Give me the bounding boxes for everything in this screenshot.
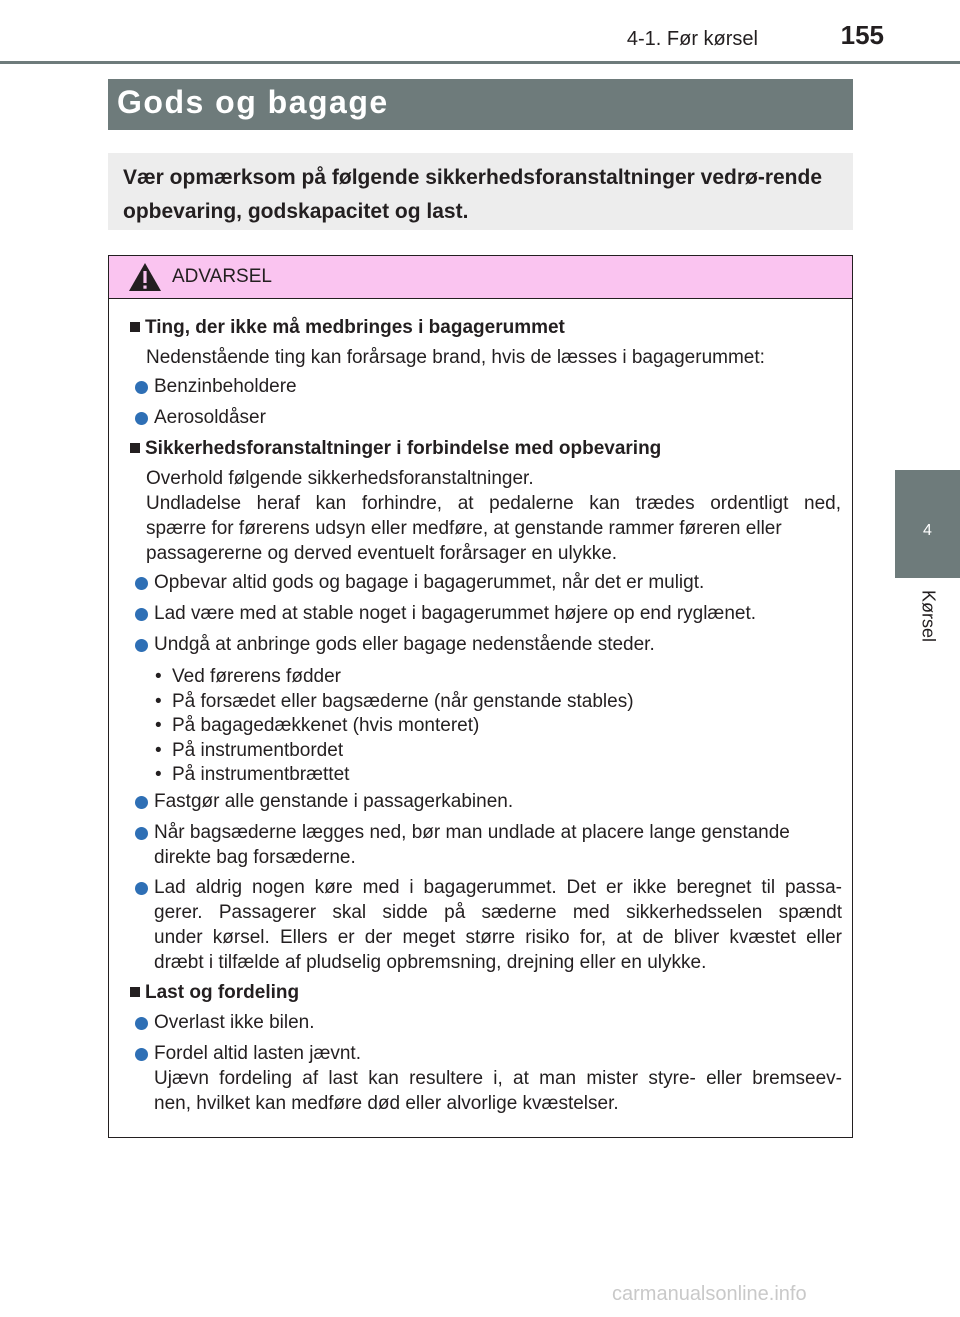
header-section-title: 4-1. Før kørsel [626, 28, 758, 50]
bullet-dot-icon [135, 827, 148, 840]
list-item: Benzinbeholdere [154, 376, 297, 397]
section-text: Undladelse heraf kan forhindre, at pedalerne kan trædes ordentligt ned, [146, 493, 841, 514]
section-square-icon [130, 987, 140, 997]
section-heading: Ting, der ikke må medbringes i bagagerummet [145, 317, 565, 338]
bullet-dot-icon [135, 882, 148, 895]
section-heading: Sikkerhedsforanstaltninger i forbindelse med opbevaring [145, 438, 662, 459]
list-item-continuation: nen, hvilket kan medføre død eller alvorlige kvæstelser. [154, 1093, 619, 1114]
warning-header [109, 256, 852, 299]
warning-box [108, 255, 853, 1138]
chapter-number: 4 [923, 522, 932, 539]
sub-bullet-icon: • [155, 691, 162, 712]
list-item-continuation: Ujævn fordeling af last kan resultere i, at man mister styre- eller bremseev- [154, 1068, 842, 1089]
sub-list-item: Ved førerens fødder [172, 666, 341, 687]
list-item: Når bagsæderne lægges ned, bør man undlade at placere lange genstande [154, 822, 790, 843]
list-item-continuation: under kørsel. Ellers er der meget større risiko for, at de bliver kvæstet eller [154, 927, 842, 948]
page-number: 155 [840, 20, 884, 50]
bullet-dot-icon [135, 1048, 148, 1061]
list-item: Overlast ikke bilen. [154, 1012, 315, 1033]
sub-list-item: På bagagedækkenet (hvis monteret) [172, 715, 480, 736]
bullet-dot-icon [135, 639, 148, 652]
list-item: Lad være med at stable noget i bagagerummet højere op end ryglænet. [154, 603, 757, 624]
sub-bullet-icon: • [155, 740, 162, 761]
watermark: carmanualsonline.info [612, 1283, 807, 1305]
section-heading: Last og fordeling [145, 982, 300, 1003]
warning-label: ADVARSEL [172, 266, 272, 287]
list-item: Opbevar altid gods og bagage i bagagerummet, når det er muligt. [154, 572, 705, 593]
bullet-dot-icon [135, 577, 148, 590]
sub-bullet-icon: • [155, 715, 162, 736]
list-item: Lad aldrig nogen køre med i bagagerummet. Det er ikke beregnet til passa- [154, 877, 842, 898]
section-text: passagererne og derved eventuelt forårsager en ulykke. [146, 543, 618, 564]
list-item: Fordel altid lasten jævnt. [154, 1043, 361, 1064]
section-text: Overhold følgende sikkerhedsforanstaltninger. [146, 468, 534, 489]
intro-box [108, 153, 853, 230]
list-item-continuation: dræbt i tilfælde af pludselig opbremsning, drejning eller en ulykke. [154, 952, 707, 973]
header-divider [0, 61, 960, 64]
sub-list-item: På instrumentbrættet [172, 764, 350, 785]
page-title: Gods og bagage [117, 84, 389, 120]
bullet-dot-icon [135, 412, 148, 425]
chapter-side-label [900, 590, 955, 660]
list-item: Fastgør alle genstande i passagerkabinen. [154, 791, 514, 812]
section-square-icon [130, 322, 140, 332]
section-text: Nedenstående ting kan forårsage brand, hvis de læsses i bagagerummet: [146, 347, 765, 368]
section-square-icon [130, 443, 140, 453]
list-item: Aerosoldåser [154, 407, 266, 428]
bullet-dot-icon [135, 1017, 148, 1030]
list-item-continuation: gerer. Passagerer skal sidde på sæderne med sikkerhedsselen spændt [154, 902, 842, 923]
intro-text: Vær opmærksom på følgende sikkerhedsforanstaltninger vedrø-rende opbevaring, godskapacitet og last. [123, 166, 823, 223]
chapter-tab [895, 470, 960, 578]
bullet-dot-icon [135, 608, 148, 621]
warning-triangle-icon [128, 262, 162, 292]
bullet-dot-icon [135, 796, 148, 809]
section-text: spærre for førerens udsyn eller medføre, at genstande rammer føreren eller [146, 518, 782, 539]
page-title-bar [108, 79, 853, 130]
sub-bullet-icon: • [155, 666, 162, 687]
sub-bullet-icon: • [155, 764, 162, 785]
sub-list-item: På forsædet eller bagsæderne (når genstande stables) [172, 691, 634, 712]
chapter-label: Kørsel [918, 590, 938, 643]
list-item: Undgå at anbringe gods eller bagage nedenstående steder. [154, 634, 655, 655]
list-item-continuation: direkte bag forsæderne. [154, 847, 356, 868]
sub-list-item: På instrumentbordet [172, 740, 344, 761]
bullet-dot-icon [135, 381, 148, 394]
